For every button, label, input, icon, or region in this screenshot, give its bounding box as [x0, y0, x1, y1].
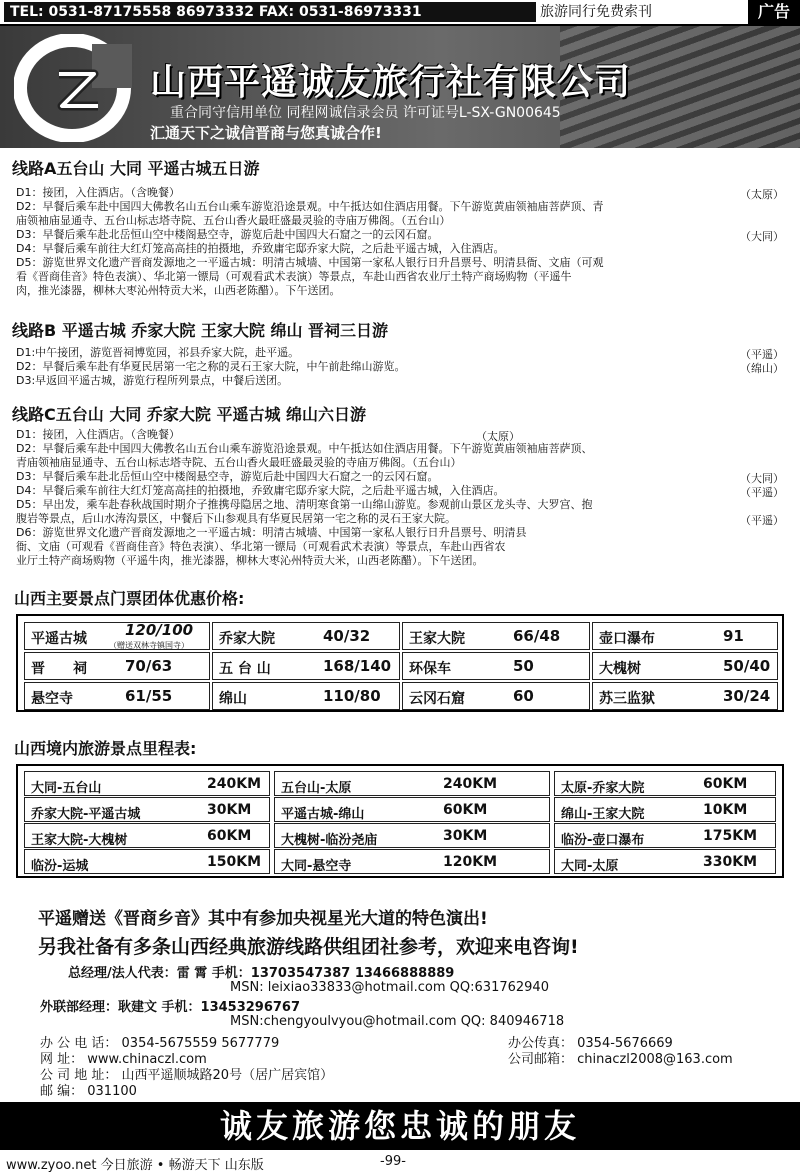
distance-km: 175KM	[703, 828, 758, 844]
email[interactable]: 公司邮箱： chinaczl2008@163.com	[508, 1052, 733, 1067]
distance-cell	[554, 849, 776, 874]
distance-km: 240KM	[207, 776, 262, 792]
ticket-price: 50/40	[723, 657, 771, 675]
ticket-cell	[402, 622, 590, 650]
route-segment: 大同-悬空寺	[281, 859, 352, 874]
ticket-cell	[212, 682, 400, 710]
itinerary-line: D5：游览世界文化遗产晋商发源地之一平遥古城：明清古城墙、中国第一家私人银行日升昌票号、明清县衙、文庙（可观	[16, 256, 604, 269]
top-bar	[0, 0, 800, 26]
company-logo-icon	[14, 34, 132, 142]
attraction-name: 壶口瀑布	[599, 631, 655, 647]
contact-phone-fax: TEL: 0531-87175558 86973332 FAX: 0531-86973331	[4, 2, 536, 22]
itinerary-line: D2：早餐后乘车赴中国四大佛教名山五台山乘车游览沿途景观。中午抵达如住酒店用餐。下午游览黄庙领袖庙菩萨顶、	[16, 442, 593, 455]
attraction-name: 大槐树	[599, 661, 641, 677]
office-phone: 办 公 电 话： 0354-5675559 5677779	[40, 1036, 280, 1051]
location-tag: （绵山）	[740, 362, 784, 375]
itinerary-line: 衙、文庙（可观看《晋商佳音》特色表演）、华北第一镖局（可观看武术表演）等景点，车赴山西省农	[16, 540, 506, 553]
distance-cell	[554, 771, 776, 796]
route-a-title: 线路A五台山 大同 平遥古城五日游	[12, 159, 260, 178]
itinerary-line: 腹岩等景点，后山水涛沟景区，中餐后下山参观具有华夏民居第一宅之称的灵石王家大院。	[16, 512, 456, 525]
distance-km: 120KM	[443, 854, 498, 870]
ticket-price: 168/140	[323, 657, 392, 675]
route-segment: 临汾-壶口瀑布	[561, 833, 645, 848]
route-b-itinerary	[16, 346, 786, 388]
credentials-line: 重合同守信用单位 同程网诚信录会员 许可证号L-SX-GN00645	[170, 105, 561, 121]
footer-site: www.zyoo.net 今日旅游 • 畅游天下 山东版	[6, 1158, 264, 1173]
distance-cell	[24, 771, 270, 796]
distance-cell	[24, 849, 270, 874]
gm-contact: 总经理/法人代表：雷 霄 手机：13703547387 13466888889	[68, 966, 455, 981]
website[interactable]: 网 址： www.chinaczl.com	[40, 1052, 207, 1067]
itinerary-line: D1：接团，入住酒店。（含晚餐）	[16, 428, 180, 441]
ticket-price: 50	[513, 657, 534, 675]
gm-msn: MSN: leixiao33833@hotmail.com QQ:631762940	[230, 980, 549, 995]
distance-cell	[274, 823, 550, 848]
ticket-price: 60	[513, 687, 534, 705]
attraction-name: 苏三监狱	[599, 691, 655, 707]
distance-cell	[274, 797, 550, 822]
itinerary-line: D4：早餐后乘车前往大红灯笼高高挂的拍摄地，乔致庸宅邸乔家大院，之后赴平遥古城，入住酒店。	[16, 484, 505, 497]
route-segment: 王家大院-大槐树	[31, 833, 128, 848]
distance-cell	[554, 823, 776, 848]
route-segment: 太原-乔家大院	[561, 781, 645, 796]
bottom-slogan: 诚友旅游您忠诚的朋友	[0, 1102, 800, 1150]
location-tag: （平遥）	[740, 486, 784, 499]
ticket-price: 91	[723, 627, 744, 645]
itinerary-line: D2：早餐后乘车赴中国四大佛教名山五台山乘车游览沿途景观。中午抵达如住酒店用餐。下午游览黄庙领袖庙菩萨顶、青	[16, 200, 604, 213]
ticket-price: 70/63	[125, 657, 173, 675]
itinerary-line: D1：接团，入住酒店。（含晚餐）	[16, 186, 180, 199]
ext-msn: MSN:chengyoulvyou@hotmail.com QQ: 840946718	[230, 1014, 565, 1029]
route-segment: 大槐树-临汾尧庙	[281, 833, 378, 848]
itinerary-line: 看《晋商佳音》特色表演）、华北第一镖局（可观看武术表演）等景点，车赴山西省农业厅土特产商场购物（平遥牛	[16, 270, 572, 283]
ticket-cell	[24, 622, 210, 650]
ticket-cell	[24, 682, 210, 710]
route-segment: 五台山-太原	[281, 781, 352, 796]
distance-km: 150KM	[207, 854, 262, 870]
ticket-price: 30/24	[723, 687, 771, 705]
distance-cell	[24, 797, 270, 822]
distance-cell	[274, 771, 550, 796]
itinerary-line: 青庙领袖庙显通寺、五台山标志塔寺院、五台山香火最旺盛最灵验的寺庙万佛阁。（五台山）	[16, 456, 462, 469]
location-tag: （太原）	[476, 430, 520, 443]
ticket-cell	[402, 652, 590, 680]
itinerary-line: D6：游览世界文化遗产晋商发源地之一平遥古城：明清古城墙、中国第一家私人银行日升昌票号、明清县	[16, 526, 527, 539]
distance-km: 10KM	[703, 802, 748, 818]
route-c-title: 线路C五台山 大同 乔家大院 平遥古城 绵山六日游	[12, 405, 367, 424]
office-fax: 办公传真： 0354-5676669	[508, 1036, 673, 1051]
distance-km: 330KM	[703, 854, 758, 870]
attraction-name: 悬空寺	[31, 691, 73, 707]
ticket-price-table	[16, 614, 784, 712]
distance-km: 30KM	[443, 828, 488, 844]
distance-km: 30KM	[207, 802, 252, 818]
itinerary-line: 业厅土特产商场购物（平遥牛肉，推光漆器，柳林大枣沁州特贡大米，山西老陈醋）。下午送团。	[16, 554, 484, 567]
attraction-name: 王家大院	[409, 631, 465, 647]
zip-code: 邮 编： 031100	[40, 1084, 137, 1099]
location-tag: （大同）	[740, 472, 784, 485]
itinerary-line: D5：早出发，乘车赴春秋战国时期介子推携母隐居之地、清明寒食第一山绵山游览。参观前山景区龙头寺、大罗宫、抱	[16, 498, 593, 511]
ticket-cell	[402, 682, 590, 710]
itinerary-line: D4：早餐后乘车前往大红灯笼高高挂的拍摄地，乔致庸宅邸乔家大院，之后赴平遥古城，入住酒店。	[16, 242, 505, 255]
ticket-cell	[212, 652, 400, 680]
tickets-title: 山西主要景点门票团体优惠价格:	[14, 589, 245, 608]
address: 公 司 地 址： 山西平遥顺城路20号（居广居宾馆）	[40, 1068, 334, 1083]
location-tag: （平遥）	[740, 348, 784, 361]
itinerary-line: 庙领袖庙显通寺、五台山标志塔寺院、五台山香火最旺盛最灵验的寺庙万佛阁。（五台山）	[16, 214, 451, 227]
attraction-name: 五 台 山	[219, 661, 271, 677]
distance-km: 60KM	[703, 776, 748, 792]
promo-line-1: 平遥赠送《晋商乡音》其中有参加央视星光大道的特色演出!	[38, 909, 488, 929]
itinerary-line: D3:早返回平遥古城，游览行程所列景点，中餐后送团。	[16, 374, 289, 387]
ticket-cell	[212, 622, 400, 650]
attraction-name: 平遥古城	[31, 631, 87, 647]
distance-cell	[24, 823, 270, 848]
itinerary-line: 肉，推光漆器，柳林大枣沁州特贡大米，山西老陈醋）。下午送团。	[16, 284, 341, 297]
ticket-price: 120/100	[125, 621, 194, 639]
route-segment: 平遥古城-绵山	[281, 807, 365, 822]
ext-contact: 外联部经理：耿建文 手机：13453296767	[40, 1000, 301, 1015]
ticket-price: 110/80	[323, 687, 381, 705]
route-segment: 大同-太原	[561, 859, 619, 874]
attraction-name: 环保车	[409, 661, 451, 677]
route-a-itinerary	[16, 186, 786, 298]
promo-line-2: 另我社备有多条山西经典旅游线路供组团社参考，欢迎来电咨询!	[38, 936, 579, 958]
route-segment: 绵山-王家大院	[561, 807, 645, 822]
route-segment: 临汾-运城	[31, 859, 89, 874]
attraction-name: 绵山	[219, 691, 247, 707]
ad-badge: 广告	[748, 0, 800, 24]
route-b-title: 线路B 平遥古城 乔家大院 王家大院 绵山 晋祠三日游	[12, 321, 389, 340]
distance-title: 山西境内旅游景点里程表:	[14, 739, 197, 758]
magazine-label: 旅游同行免费索刊	[540, 4, 652, 20]
distance-km: 240KM	[443, 776, 498, 792]
ticket-cell	[592, 682, 778, 710]
route-c-itinerary	[16, 428, 786, 568]
company-name: 山西平遥诚友旅行社有限公司	[150, 62, 632, 103]
location-tag: （大同）	[740, 230, 784, 243]
ticket-cell	[592, 652, 778, 680]
slogan-line: 汇通天下之诚信晋商与您真诚合作!	[150, 124, 382, 142]
page-number: -99-	[380, 1154, 406, 1169]
distance-table	[16, 764, 784, 878]
itinerary-line: D1:中午接团，游览晋祠博览园，祁县乔家大院，赴平遥。	[16, 346, 300, 359]
itinerary-line: D2：早餐后乘车赴有华夏民居第一宅之称的灵石王家大院，中午前赴绵山游览。	[16, 360, 406, 373]
attraction-name: 乔家大院	[219, 631, 275, 647]
route-segment: 大同-五台山	[31, 781, 102, 796]
ticket-price: 40/32	[323, 627, 371, 645]
location-tag: （太原）	[740, 188, 784, 201]
ticket-price: 66/48	[513, 627, 561, 645]
attraction-name: 晋 祠	[31, 661, 87, 677]
route-segment: 乔家大院-平遥古城	[31, 807, 141, 822]
ticket-note: （赠送双林寺镇国寺）	[109, 641, 189, 650]
page-footer	[0, 1152, 800, 1172]
ticket-cell	[24, 652, 210, 680]
distance-km: 60KM	[443, 802, 488, 818]
itinerary-line: D3：早餐后乘车赴北岳恒山空中楼阁悬空寺，游览后赴中国四大石窟之一的云冈石窟。	[16, 228, 439, 241]
distance-km: 60KM	[207, 828, 252, 844]
ticket-cell	[592, 622, 778, 650]
distance-cell	[274, 849, 550, 874]
ticket-price: 61/55	[125, 687, 173, 705]
location-tag: （平遥）	[740, 514, 784, 527]
itinerary-line: D3：早餐后乘车赴北岳恒山空中楼阁悬空寺，游览后赴中国四大石窟之一的云冈石窟。	[16, 470, 439, 483]
distance-cell	[554, 797, 776, 822]
attraction-name: 云冈石窟	[409, 691, 465, 707]
company-banner	[0, 26, 800, 148]
